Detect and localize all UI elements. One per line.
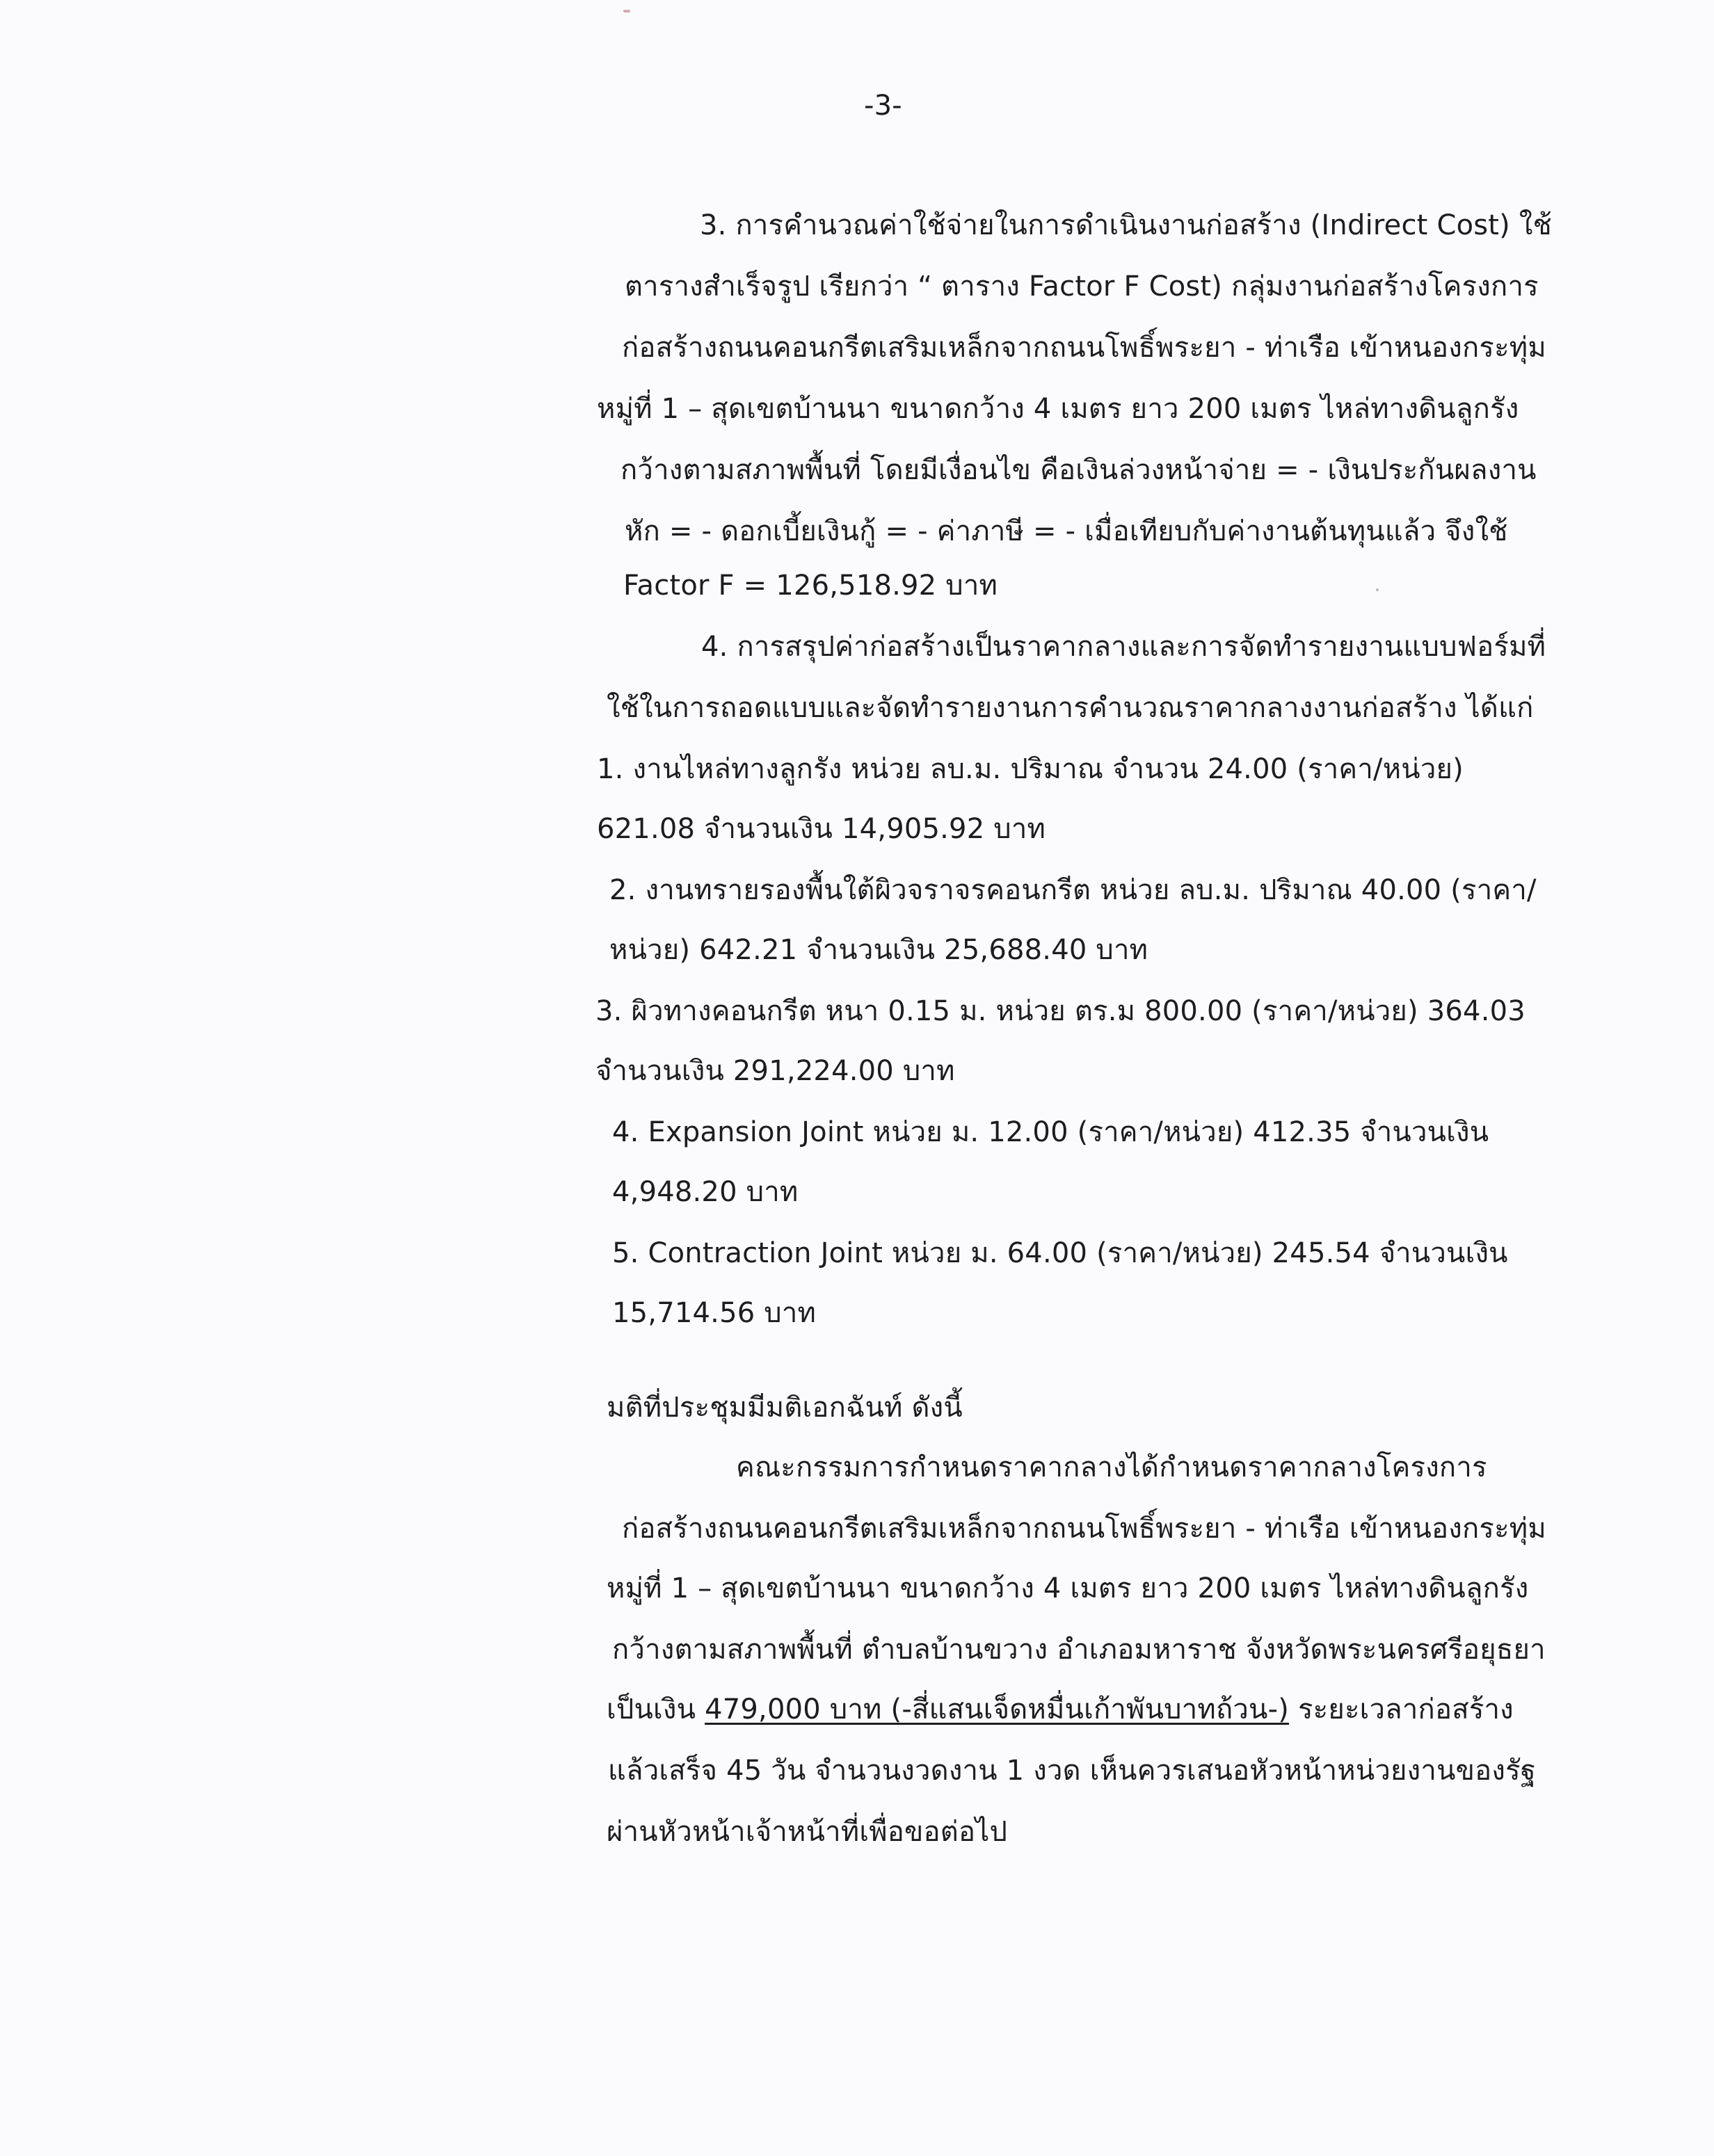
section3-line-6: หัก = - ดอกเบี้ยเงินกู้ = - ค่าภาษี = - เมื่อเทียบกับค่างานต้นทุนแล้ว จึงใช้ (625, 515, 1508, 547)
resolution-line-1: คณะกรรมการกำหนดราคากลางได้กำหนดราคากลางโครงการ (736, 1451, 1487, 1483)
amount-suffix: ระยะเวลาก่อสร้าง (1289, 1694, 1514, 1725)
amount-line (607, 1690, 1514, 1729)
item-1-line-1: 1. งานไหล่ทางลูกรัง หน่วย ลบ.ม. ปริมาณ จำนวน 24.00 (ราคา/หน่วย) (597, 753, 1464, 785)
resolution-heading: มติที่ประชุมมีมติเอกฉันท์ ดังนี้ (607, 1392, 963, 1424)
resolution-line-3: หมู่ที่ 1 – สุดเขตบ้านนา ขนาดกว้าง 4 เมตร ยาว 200 เมตร ไหล่ทางดินลูกรัง (607, 1572, 1529, 1604)
item-3-line-1: 3. ผิวทางคอนกรีต หนา 0.15 ม. หน่วย ตร.ม 800.00 (ราคา/หน่วย) 364.03 (595, 995, 1525, 1027)
item-5-line-2: 15,714.56 บาท (612, 1297, 817, 1329)
resolution-line-2: ก่อสร้างถนนคอนกรีตเสริมเหล็กจากถนนโพธิ์พระยา - ท่าเรือ เข้าหนองกระทุ่ม (622, 1513, 1546, 1545)
section4-line-1: 4. การสรุปค่าก่อสร้างเป็นราคากลางและการจัดทำรายงานแบบฟอร์มที่ (701, 631, 1546, 663)
item-2-line-1: 2. งานทรายรองพื้นใต้ผิวจราจรคอนกรีต หน่วย ลบ.ม. ปริมาณ 40.00 (ราคา/ (609, 874, 1537, 906)
closing-line-2: ผ่านหัวหน้าเจ้าหน้าที่เพื่อขอต่อไป (607, 1816, 1008, 1848)
section3-line-5: กว้างตามสภาพพื้นที่ โดยมีเงื่อนไข คือเงินล่วงหน้าจ่าย = - เงินประกันผลงาน (620, 454, 1537, 486)
section3-line-1: 3. การคำนวณค่าใช้จ่ายในการดำเนินงานก่อสร้าง (Indirect Cost) ใช้ (700, 209, 1552, 241)
page-number: -3- (864, 90, 902, 122)
section3-line-2: ตารางสำเร็จรูป เรียกว่า “ ตาราง Factor F Cost) กลุ่มงานก่อสร้างโครงการ (625, 271, 1539, 303)
scan-speck (623, 10, 630, 13)
section3-line-4: หมู่ที่ 1 – สุดเขตบ้านนา ขนาดกว้าง 4 เมตร ยาว 200 เมตร ไหล่ทางดินลูกรัง (597, 393, 1519, 425)
item-1-line-2: 621.08 จำนวนเงิน 14,905.92 บาท (597, 813, 1046, 845)
item-4-line-2: 4,948.20 บาท (612, 1176, 799, 1208)
item-2-line-2: หน่วย) 642.21 จำนวนเงิน 25,688.40 บาท (609, 934, 1148, 966)
amount-prefix: เป็นเงิน (607, 1694, 705, 1725)
item-5-line-1: 5. Contraction Joint หน่วย ม. 64.00 (ราคา/หน่วย) 245.54 จำนวนเงิน (612, 1237, 1508, 1269)
scan-dot (1376, 588, 1379, 591)
closing-line-1: แล้วเสร็จ 45 วัน จำนวนงวดงาน 1 งวด เห็นควรเสนอหัวหน้าหน่วยงานของรัฐ (608, 1755, 1537, 1787)
section4-line-2: ใช้ในการถอดแบบและจัดทำรายงานการคำนวณราคากลางงานก่อสร้าง ได้แก่ (607, 692, 1534, 724)
section3-line-3: ก่อสร้างถนนคอนกรีตเสริมเหล็กจากถนนโพธิ์พระยา - ท่าเรือ เข้าหนองกระทุ่ม (622, 332, 1546, 364)
factor-f-line: Factor F = 126,518.92 บาท (623, 570, 998, 602)
amount-underlined: 479,000 บาท (-สี่แสนเจ็ดหมื่นเก้าพันบาทถ้วน-) (705, 1694, 1290, 1725)
item-4-line-1: 4. Expansion Joint หน่วย ม. 12.00 (ราคา/หน่วย) 412.35 จำนวนเงิน (612, 1116, 1489, 1148)
item-3-line-2: จำนวนเงิน 291,224.00 บาท (595, 1055, 955, 1087)
resolution-line-4: กว้างตามสภาพพื้นที่ ตำบลบ้านขวาง อำเภอมหาราช จังหวัดพระนครศรีอยุธยา (612, 1634, 1546, 1666)
